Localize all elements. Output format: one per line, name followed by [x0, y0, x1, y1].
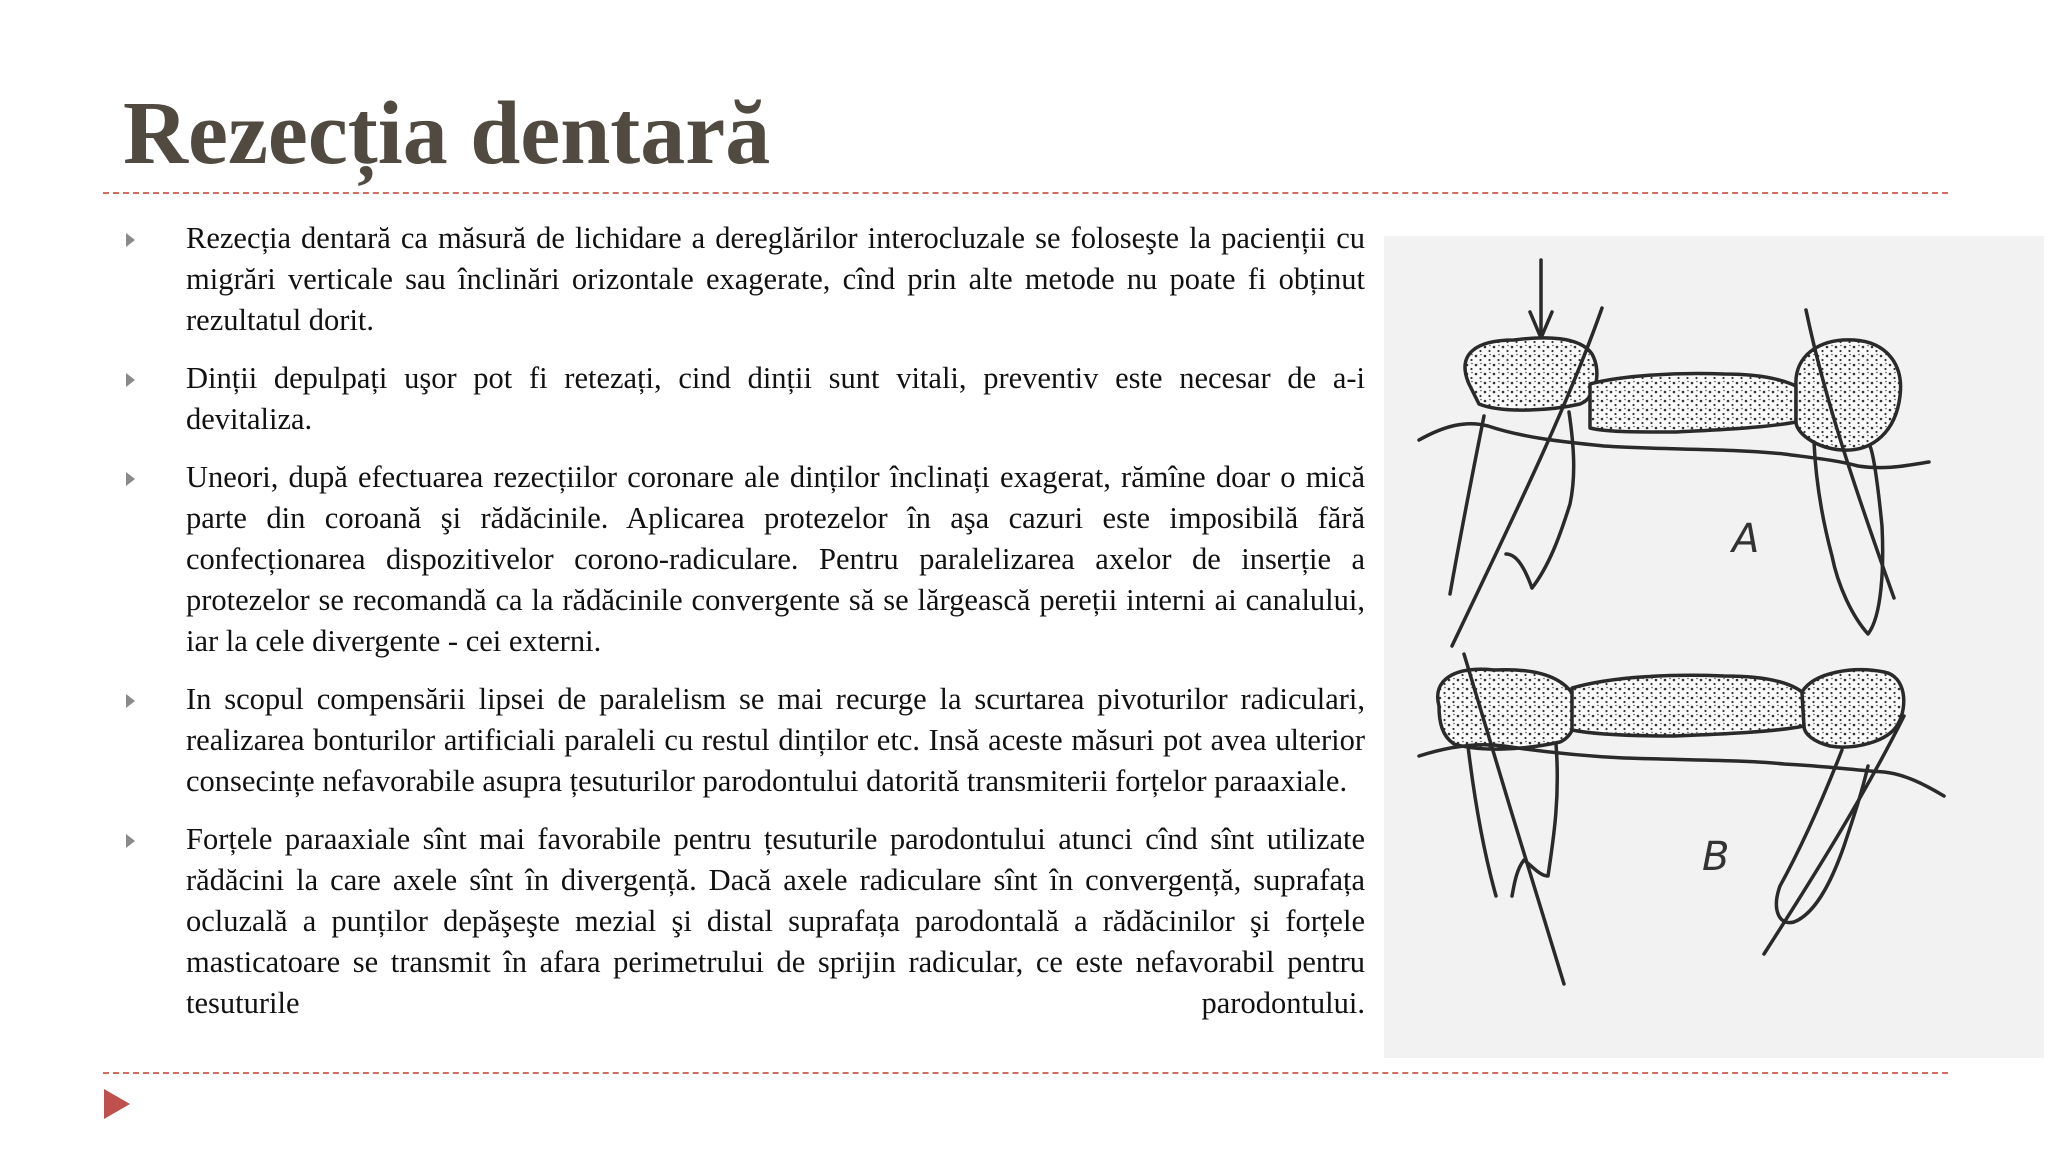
label-b: B — [1702, 834, 1730, 880]
bullet-text: In scopul compensării lipsei de paralelism se mai recurge la scurtarea pivoturilor radiculari, realizarea bonturilor artificiali paraleli cu restul dinților etc. Insă aceste măsuri pot avea ulterior consecințe nefavorabile asupra țesuturilor parodontului datorită transmiterii forțelor paraaxiale. — [186, 682, 1365, 798]
bullet-text: Dinții depulpați uşor pot fi retezați, cind dinții sunt vitali, preventiv este necesar de a-i devitaliza. — [186, 361, 1365, 436]
triangle-bullet-icon — [126, 472, 135, 486]
bullet-item — [120, 679, 1365, 802]
right-crown-b — [1802, 670, 1904, 747]
bullet-text: Forțele paraaxiale sînt mai favorabile pentru țesuturile parodontului atunci cînd sînt utilizate rădăcini la care axele sînt în divergență. Dacă axele radiculare sînt în convergență, suprafața ocluzală a punților depăşeşte mezial şi distal suprafața parodontală a rădăcinilor şi forțele masticatoare se transmit în afara perimetrului de sprijin radicular, ce este nefavorabil pentru tesuturile parodontului. — [186, 822, 1365, 1020]
triangle-bullet-icon — [126, 233, 135, 247]
bullet-item — [120, 819, 1365, 1024]
right-crown — [1796, 340, 1901, 450]
next-slide-arrow-icon[interactable] — [104, 1089, 130, 1119]
bullet-list — [120, 218, 1365, 1041]
bridge-pontic — [1590, 373, 1796, 432]
bullet-item — [120, 358, 1365, 440]
left-crown-b — [1438, 669, 1577, 749]
dental-bridge-illustration — [1384, 236, 2044, 1058]
label-a: A — [1732, 516, 1760, 562]
dental-diagram-svg — [1384, 236, 2044, 1058]
footer-divider — [103, 1072, 1948, 1074]
bridge-pontic-b — [1572, 675, 1804, 736]
bullet-item — [120, 218, 1365, 341]
bullet-text: Uneori, după efectuarea rezecțiilor coronare ale dinților înclinați exagerat, rămîne doar o mică parte din coroană şi rădăcinile. Aplicarea protezelor în aşa cazuri este imposibilă fără confecționarea dispozitivelor corono-radiculare. Pentru paralelizarea axelor de inserție a protezelor se recomandă ca la rădăcinile convergente să se lărgească pereții interni ai canalului, iar la cele divergente - cei externi. — [186, 460, 1365, 658]
bullet-text: Rezecția dentară ca măsură de lichidare a dereglărilor interocluzale se foloseşte la pacienții cu migrări verticale sau înclinări orizontale exagerate, cînd prin alte metode nu poate fi obținut rezultatul dorit. — [186, 221, 1365, 337]
title-divider — [103, 192, 1948, 194]
triangle-bullet-icon — [126, 694, 135, 708]
bullet-item — [120, 457, 1365, 662]
slide-title: Rezecția dentară — [123, 84, 771, 183]
triangle-bullet-icon — [126, 834, 135, 848]
triangle-bullet-icon — [126, 373, 135, 387]
